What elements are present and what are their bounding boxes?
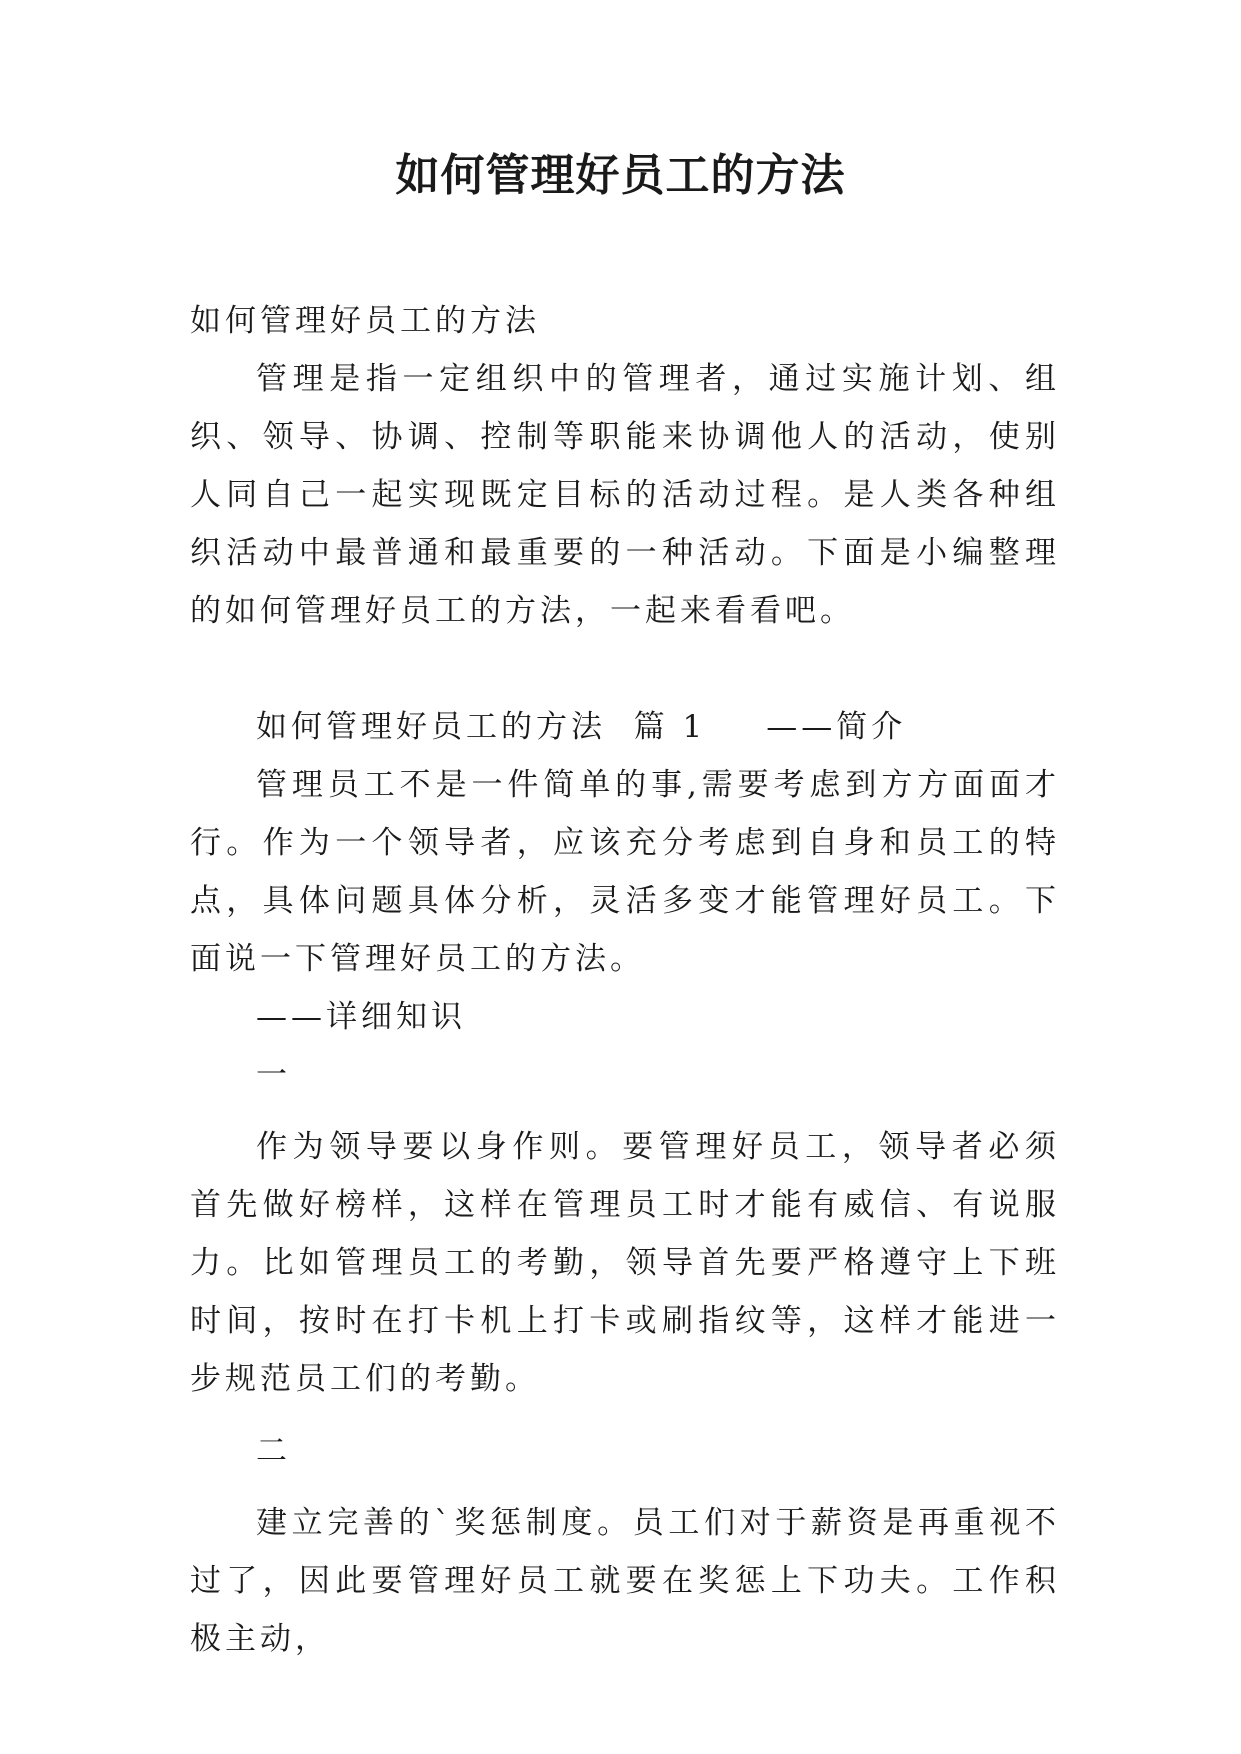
section-heading-text: 如何管理好员工的方法 篇 1 <box>256 709 707 745</box>
point-paragraph: 建立完善的`奖惩制度。员工们对于薪资是再重视不过了，因此要管理好员工就要在奖惩上下功夫。工作积极主动， <box>190 1505 1060 1657</box>
detail-label: ——详细知识 <box>256 999 466 1035</box>
point-number: 一 <box>256 1057 291 1093</box>
point-paragraph: 作为领导要以身作则。要管理好员工，领导者必须首先做好榜样，这样在管理员工时才能有威信、有说服力。比如管理员工的考勤，领导首先要严格遵守上下班时间，按时在打卡机上打卡或刷指纹等，这样才能进一步规范员工们的考勤。 <box>190 1129 1060 1397</box>
section-heading <box>190 698 1060 756</box>
section-summary: 管理员工不是一件简单的事,需要考虑到方方面面才行。作为一个领导者，应该充分考虑到自身和员工的特点，具体问题具体分析，灵活多变才能管理好员工。下面说一下管理好员工的方法。 <box>190 767 1060 977</box>
document-body <box>190 292 1060 1668</box>
point-number: 二 <box>256 1433 291 1469</box>
intro-paragraph: 管理是指一定组织中的管理者，通过实施计划、组织、领导、协调、控制等职能来协调他人的活动，使别人同自己一起实现既定目标的活动过程。是人类各种组织活动中最普通和最重要的一种活动。下面是小编整理的如何管理好员工的方法，一起来看看吧。 <box>190 361 1060 629</box>
document-subtitle: 如何管理好员工的方法 <box>190 303 540 339</box>
section-heading-tag: ——简介 <box>766 709 907 745</box>
document-title: 如何管理好员工的方法 <box>395 150 846 201</box>
